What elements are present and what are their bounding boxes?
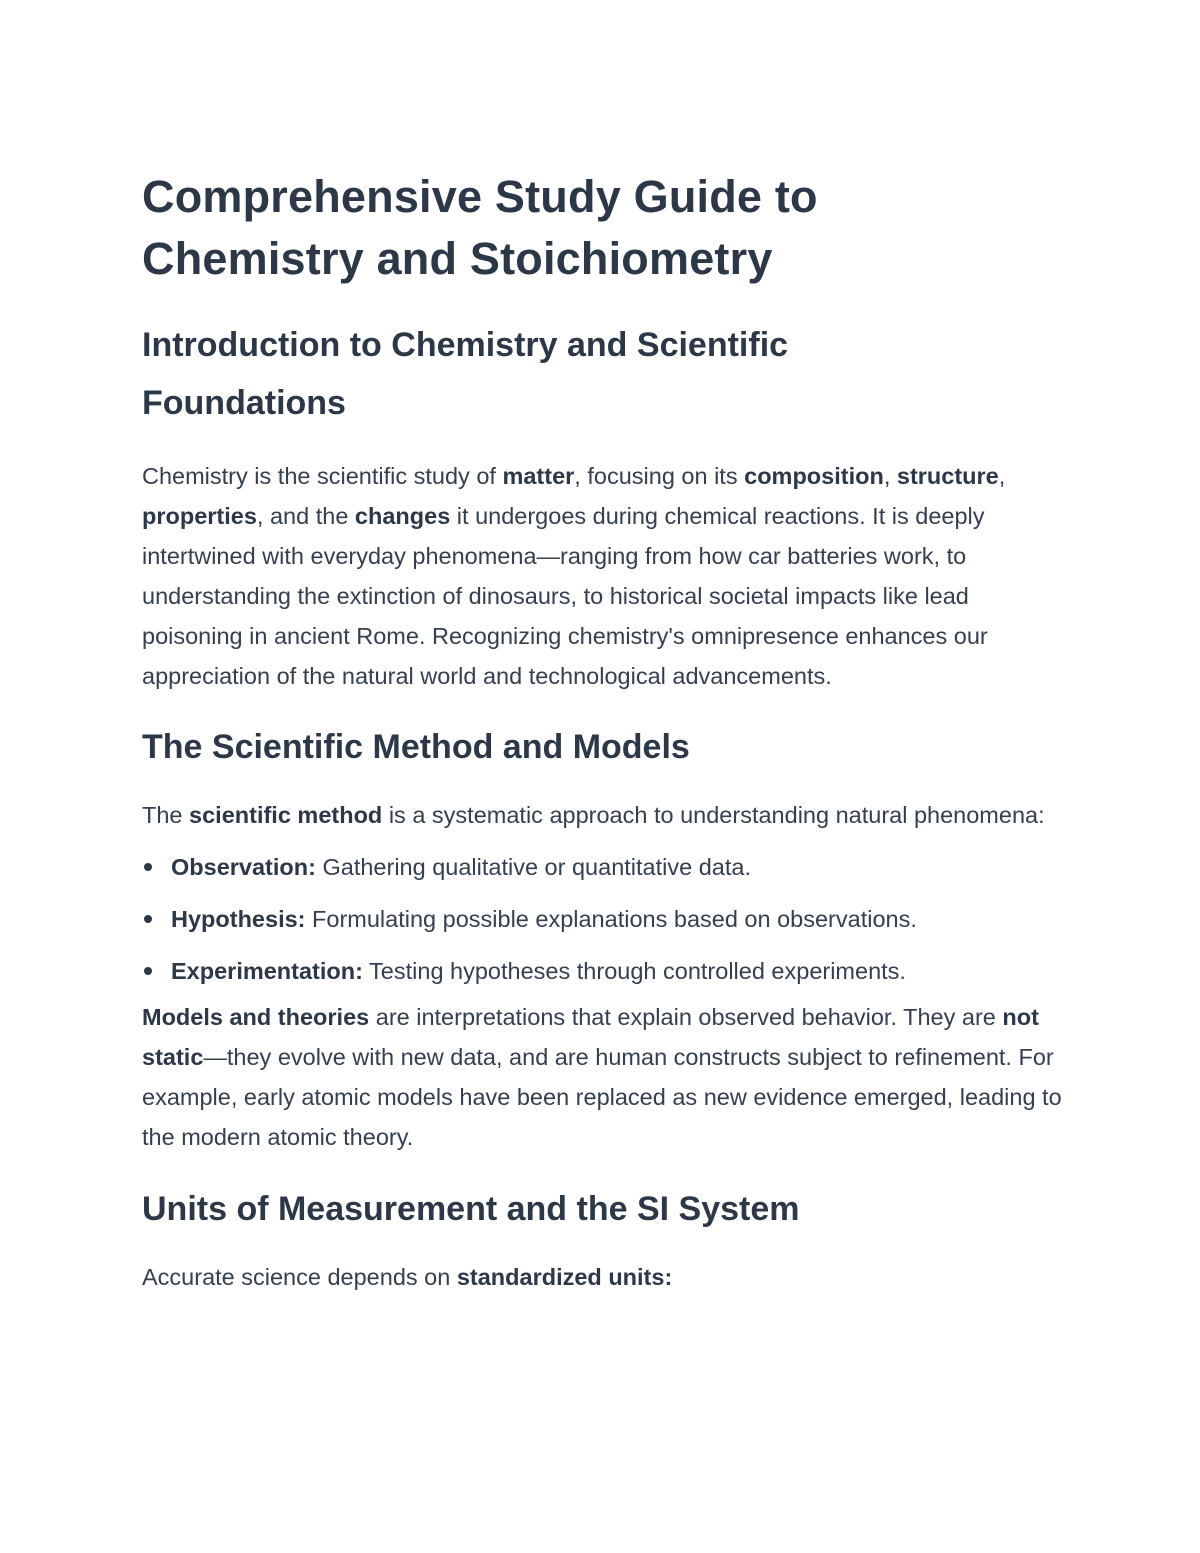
units-text-1: Accurate science depends on <box>142 1264 457 1290</box>
models-text-1: are interpretations that explain observed behavior. They are <box>369 1004 1003 1030</box>
step-term: Hypothesis: <box>171 906 306 932</box>
intro-paragraph <box>142 456 1072 696</box>
method-heading: The Scientific Method and Models <box>142 728 690 766</box>
method-paragraph <box>142 795 1072 835</box>
bullet-icon <box>144 863 152 871</box>
models-bold-models-theories: Models and theories <box>142 1004 370 1030</box>
intro-bold-changes: changes <box>354 503 451 529</box>
intro-heading-line-1: Introduction to Chemistry and Scientific <box>142 326 789 364</box>
intro-text-2: , focusing on its <box>574 463 745 489</box>
method-text-1: The <box>142 802 190 828</box>
title-line-2: Chemistry and Stoichiometry <box>142 233 773 284</box>
units-bold-standardized-units: standardized units: <box>456 1264 673 1290</box>
intro-text-5: , and the <box>256 503 355 529</box>
intro-heading-line-2: Foundations <box>142 384 346 422</box>
intro-text-1: Chemistry is the scientific study of <box>142 463 503 489</box>
intro-bold-composition: composition <box>744 463 884 489</box>
intro-heading <box>142 316 1072 432</box>
step-term: Experimentation: <box>171 958 363 984</box>
document-page <box>142 166 1072 1297</box>
intro-text-3: , <box>883 463 897 489</box>
method-text-2: is a systematic approach to understanding natural phenomena: <box>382 802 1045 828</box>
step-term: Observation: <box>171 854 316 880</box>
units-heading: Units of Measurement and the SI System <box>142 1190 800 1228</box>
step-text: Testing hypotheses through controlled experiments. <box>362 958 906 984</box>
intro-bold-matter: matter <box>502 463 575 489</box>
units-paragraph <box>142 1257 1072 1297</box>
list-item <box>142 847 1072 887</box>
method-steps-list <box>142 847 1072 991</box>
intro-text-4: , <box>998 463 1006 489</box>
bullet-icon <box>144 915 152 923</box>
models-text-2: —they evolve with new data, and are human constructs subject to refinement. For example, early atomic models have been replaced as new evidence emerged, leading to the modern atomic theory. <box>142 1044 1062 1150</box>
step-text: Formulating possible explanations based on observations. <box>305 906 917 932</box>
title-line-1: Comprehensive Study Guide to <box>142 171 818 222</box>
method-bold-scientific-method: scientific method <box>189 802 383 828</box>
list-item <box>142 951 1072 991</box>
intro-text-6: it undergoes during chemical reactions. It is deeply intertwined with everyday phenomena—ranging from how car batteries work, to understanding the extinction of dinosaurs, to historical societal impacts like lead poisoning in ancient Rome. Recognizing chemistry's omnipresence enhances our appreciation of the natural world and technological advancements. <box>142 503 988 689</box>
models-bold-not-static: not static <box>142 1004 1039 1070</box>
list-item <box>142 899 1072 939</box>
bullet-icon <box>144 967 152 975</box>
models-paragraph <box>142 997 1072 1157</box>
intro-bold-structure: structure <box>896 463 999 489</box>
step-text: Gathering qualitative or quantitative data. <box>315 854 751 880</box>
intro-bold-properties: properties <box>142 503 257 529</box>
document-title <box>142 166 1072 290</box>
